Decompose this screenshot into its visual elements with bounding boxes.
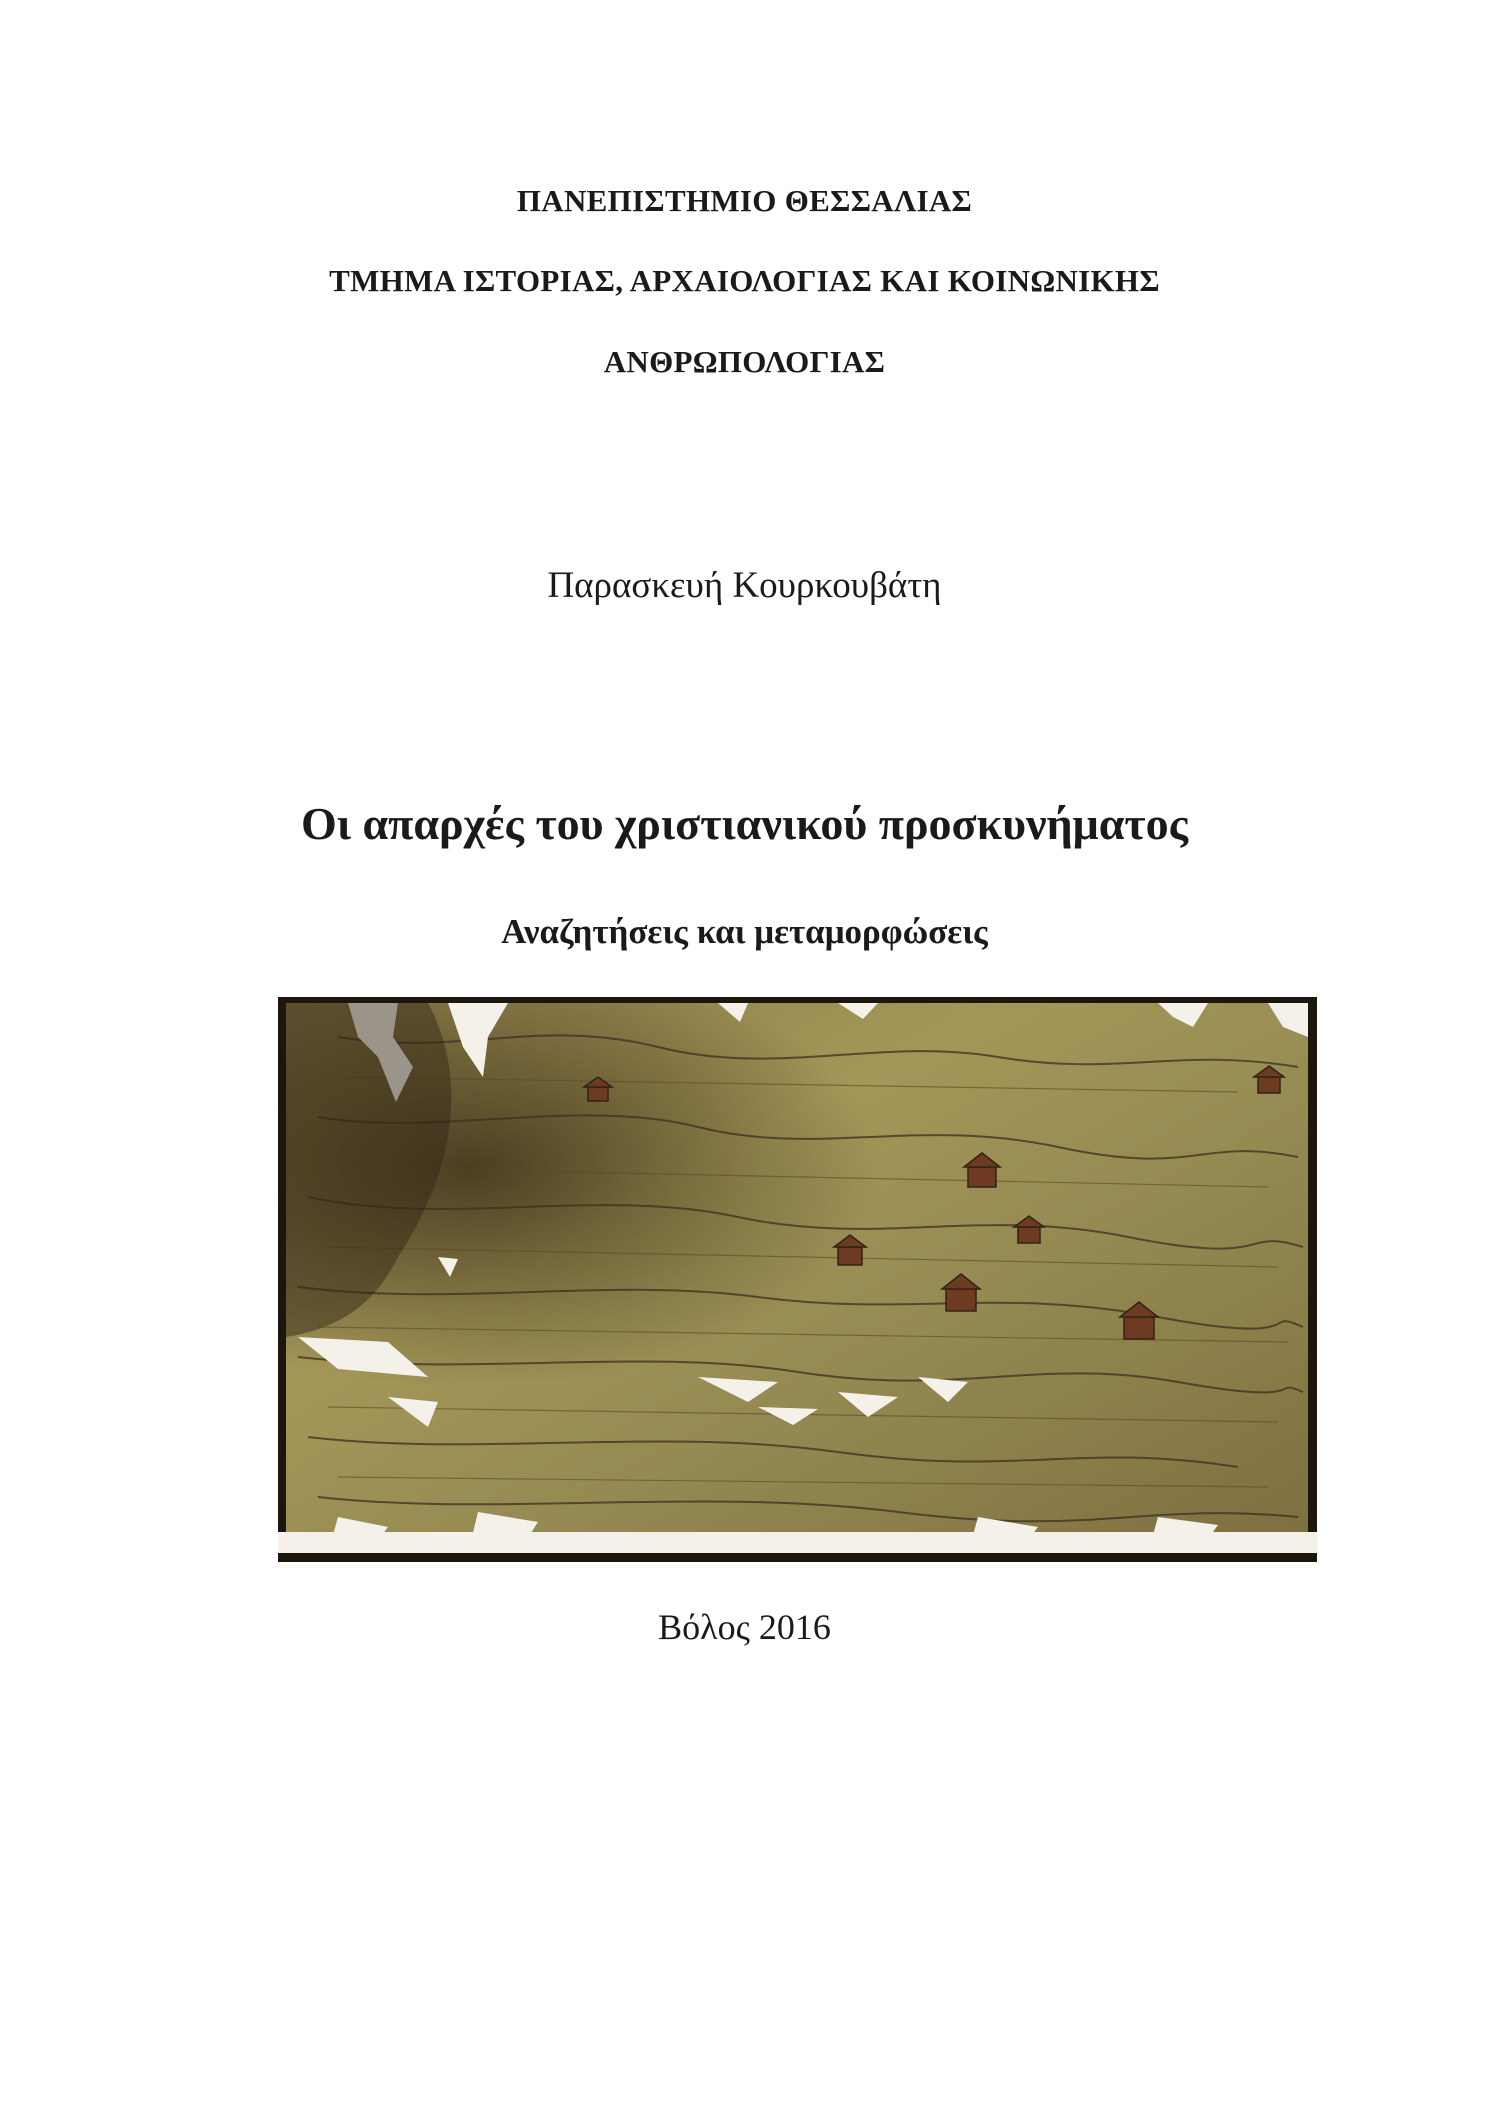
place-and-year: Βόλος 2016 [658, 1607, 831, 1647]
department-name-line1: ΤΜΗΜΑ ΙΣΤΟΡΙΑΣ, ΑΡΧΑΙΟΛΟΓΙΑΣ ΚΑΙ ΚΟΙΝΩΝΙΚΗΣ [329, 263, 1160, 298]
department-name-line2: ΑΝΘΡΩΠΟΛΟΓΙΑΣ [603, 344, 886, 379]
thesis-subtitle: Αναζητήσεις και μεταμορφώσεις [501, 912, 988, 951]
thesis-title: Οι απαρχές του χριστιανικού προσκυνήματος [300, 798, 1189, 849]
cover-image [278, 997, 1317, 1562]
university-name: ΠΑΝΕΠΙΣΤΗΜΙΟ ΘΕΣΣΑΛΙΑΣ [516, 183, 973, 218]
author-name: Παρασκευή Κουρκουβάτη [547, 565, 942, 606]
